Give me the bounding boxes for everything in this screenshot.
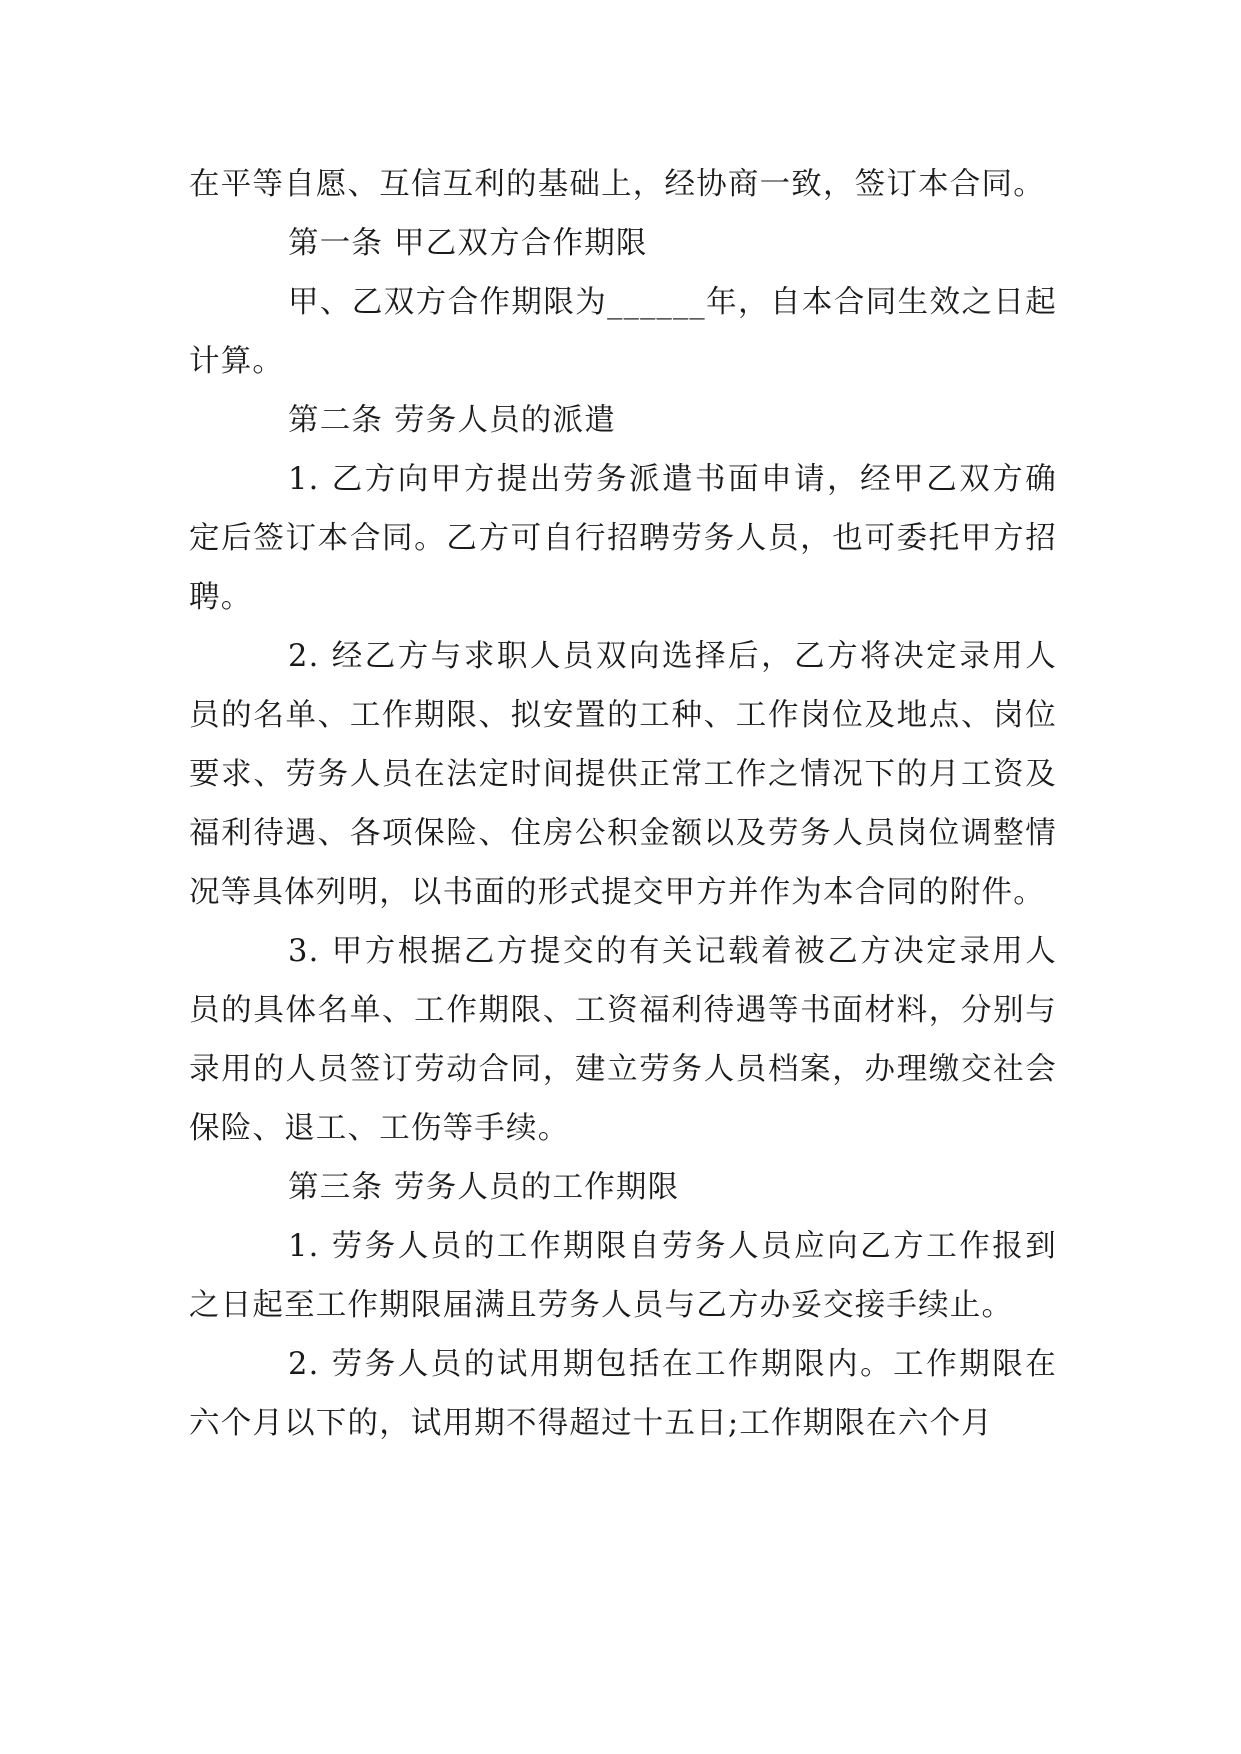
article-3-item-2: 2. 劳务人员的试用期包括在工作期限内。工作期限在六个月以下的，试用期不得超过十五日;工作期限在六个月 (189, 1347, 1057, 1441)
article-2-item-2: 2. 经乙方与求职人员双向选择后，乙方将决定录用人员的名单、工作期限、拟安置的工种、工作岗位及地点、岗位要求、劳务人员在法定时间提供正常工作之情况下的月工资及福利待遇、各项保险、住房公积金额以及劳务人员岗位调整情况等具体列明，以书面的形式提交甲方并作为本合同的附件。 (189, 639, 1057, 910)
intro-paragraph: 在平等自愿、互信互利的基础上，经协商一致，签订本合同。 (189, 167, 1045, 202)
article-2-heading: 第二条 劳务人员的派遣 (288, 403, 616, 438)
article-2-item-1: 1. 乙方向甲方提出劳务派遣书面申请，经甲乙双方确定后签订本合同。乙方可自行招聘劳务人员，也可委托甲方招聘。 (189, 462, 1057, 615)
article-2-item-3: 3. 甲方根据乙方提交的有关记载着被乙方决定录用人员的具体名单、工作期限、工资福利待遇等书面材料，分别与录用的人员签订劳动合同，建立劳务人员档案，办理缴交社会保险、退工、工伤等手续。 (189, 934, 1057, 1146)
contract-body (189, 155, 1057, 1453)
article-3-heading: 第三条 劳务人员的工作期限 (288, 1170, 680, 1205)
article-1-paragraph: 甲、乙双方合作期限为______年，自本合同生效之日起计算。 (189, 285, 1057, 379)
article-1-heading: 第一条 甲乙双方合作期限 (288, 226, 648, 261)
article-3-item-1: 1. 劳务人员的工作期限自劳务人员应向乙方工作报到之日起至工作期限届满且劳务人员与乙方办妥交接手续止。 (189, 1229, 1057, 1323)
